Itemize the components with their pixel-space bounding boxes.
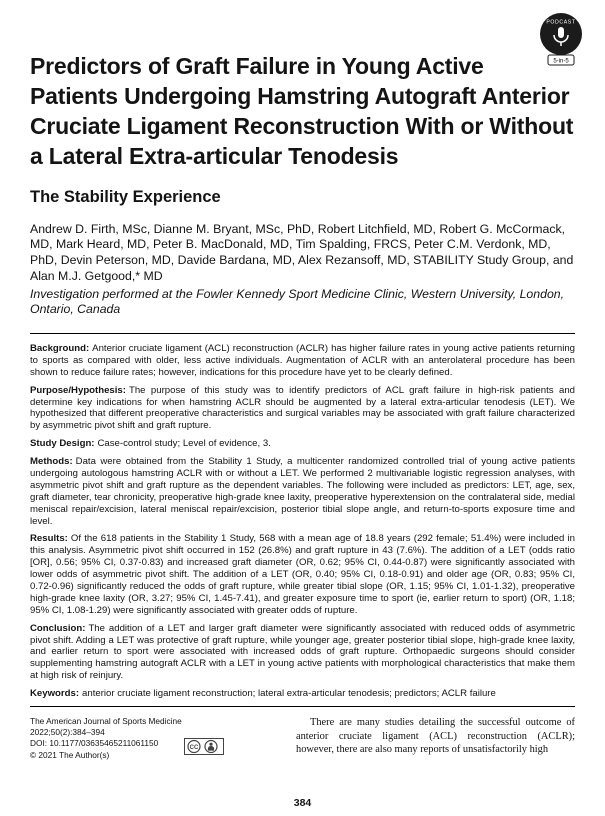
journal-doi: DOI: 10.1177/03635465211061150 bbox=[30, 738, 159, 749]
abstract-section-results bbox=[30, 533, 575, 616]
podcast-badge bbox=[537, 12, 585, 66]
abstract-section-text: Case-control study; Level of evidence, 3. bbox=[97, 438, 271, 450]
body-text-column bbox=[296, 716, 575, 757]
journal-name: The American Journal of Sports Medicine bbox=[30, 716, 182, 727]
journal-info-block bbox=[30, 716, 282, 763]
abstract-section-label: Conclusion: bbox=[30, 622, 86, 634]
abstract-section-label: Study Design: bbox=[30, 438, 95, 450]
keywords-text: anterior cruciate ligament reconstruction; lateral extra-articular tenodesis; predictors; ACLR failure bbox=[82, 688, 496, 700]
abstract-section-methods bbox=[30, 456, 575, 527]
cc-letters: CC bbox=[189, 744, 199, 751]
abstract-section-text: The purpose of this study was to identify predictors of ACL graft failure in high-risk patients and determine key indications for when hamstring ACLR should be augmented by a lateral extra-articular tenodesis (LET). We hypothesized that different preoperative characteristics and surgical variables may be associated with graft failure characterized by asymmetric pivot shift and graft rupture. bbox=[30, 384, 575, 432]
abstract-section-purpose bbox=[30, 385, 575, 433]
intro-paragraph: There are many studies detailing the successful outcome of anterior cruciate ligament (ACL) reconstruction (ACLR); however, there are also many reports of unsatisfactorily high bbox=[296, 717, 575, 756]
abstract-block bbox=[30, 343, 575, 700]
abstract-section-label: Results: bbox=[30, 533, 68, 545]
abstract-section-background bbox=[30, 343, 575, 379]
podcast-series-banner bbox=[548, 55, 574, 65]
abstract-divider-bottom bbox=[30, 706, 575, 707]
abstract-section-label: Methods: bbox=[30, 456, 73, 468]
first-page-footer bbox=[30, 716, 575, 763]
abstract-section-text: Anterior cruciate ligament (ACL) reconstruction (ACLR) has higher failure rates in young active patients returning to sports as compared with older, less active individuals. Augmentation of ACLR with an anterolateral procedure has been shown to reduce failure rates; however, indications for this procedure have yet to be clearly defined. bbox=[30, 342, 575, 378]
abstract-section-label: Purpose/Hypothesis: bbox=[30, 384, 126, 396]
abstract-section-conclusion bbox=[30, 623, 575, 682]
journal-copyright: © 2021 The Author(s) bbox=[30, 749, 110, 760]
affiliation-note: Investigation performed at the Fowler Kennedy Sport Medicine Clinic, Western University, London, Ontario, Canada bbox=[30, 286, 565, 317]
page-title: Predictors of Graft Failure in Young Active Patients Undergoing Hamstring Autograft Anterior Cruciate Ligament Reconstruction With or Without a Lateral Extra-articular Tenodesis bbox=[30, 53, 574, 169]
podcast-series-label: 5-in-5 bbox=[553, 58, 569, 65]
abstract-section-text: Of the 618 patients in the Stability 1 Study, 568 with a mean age of 18.8 years (292 female; 51.4%) were included in this analysis. Asymmetric pivot shift occurred in 152 (26.8%) and graft rupture in 43 (7.6%). The addition of a LET (odds ratio [OR], 0.56; 95% CI, 0.37-0.83) and increased graft diameter (OR, 0.62; 95% CI, 0.44-0.87) were significantly associated with lower odds of asymmetric pivot shift. The addition of a LET (OR, 0.40; 95% CI, 0.18-0.91) and older age (OR, 0.83; 95% CI, 0.72-0.96) significantly reduced the odds of graft rupture, while greater tibial slope (OR, 1.15; 95% CI, 1.01-1.32), preoperative high-grade knee laxity (OR, 3.27; 95% CI, 1.45-7.41), and greater exposure time to sport (ie, earlier return to sport) (OR, 1.18; 95% CI, 1.08-1.29) were significantly associated with greater odds of rupture. bbox=[30, 533, 575, 616]
podcast-label: PODCAST bbox=[546, 19, 576, 26]
abstract-section-label: Background: bbox=[30, 342, 90, 354]
abstract-divider-top bbox=[30, 333, 575, 334]
journal-citation: 2022;50(2):384–394 bbox=[30, 727, 105, 738]
abstract-section-text: The addition of a LET and larger graft diameter were significantly associated with reduced odds of asymmetric pivot shift. Adding a LET was protective of graft rupture, while younger age, greater posterior tibial slope, high-grade knee laxity, and earlier return to sport were associated with increased odds of graft rupture. Orthopaedic surgeons should consider supplementing hamstring autograft ACLR with a LET in young active patients with morphological characteristics that make them at high risk of reinjury. bbox=[30, 622, 575, 682]
abstract-section-text: Data were obtained from the Stability 1 Study, a multicenter randomized controlled trial of young active patients undergoing autologous hamstring ACLR with or without a LET. We performed 2 multivariable logistic regression analyses, with asymmetric pivot shift and graft rupture as the dependent variables. The following were included as predictors: LET, age, sex, graft diameter, tear chronicity, preoperative high-grade knee laxity, preoperative hyperextension on the contralateral side, medial meniscal repair/excision, lateral meniscal repair/excision, posterior tibial slope angle, and return-to-sports exposure time and level. bbox=[30, 456, 575, 527]
page-number: 384 bbox=[293, 797, 312, 809]
creative-commons-icon bbox=[184, 738, 224, 755]
keywords-label: Keywords: bbox=[30, 688, 80, 700]
abstract-keywords bbox=[30, 688, 575, 700]
podcast-circle-icon bbox=[540, 13, 582, 55]
page-subtitle: The Stability Experience bbox=[30, 187, 221, 206]
author-list: Andrew D. Firth, MSc, Dianne M. Bryant, MSc, PhD, Robert Litchfield, MD, Robert G. McCormack, MD, Mark Heard, MD, Peter B. MacDonald, MD, Tim Spalding, FRCS, Peter C.M. Verdonk, MD, PhD, Devin Peterson, MD, Davide Bardana, MD, Alex Rezansoff, MD, STABILITY Study Group, and Alan M.J. Getgood,* MD bbox=[30, 221, 574, 283]
abstract-section-study-design bbox=[30, 438, 575, 450]
